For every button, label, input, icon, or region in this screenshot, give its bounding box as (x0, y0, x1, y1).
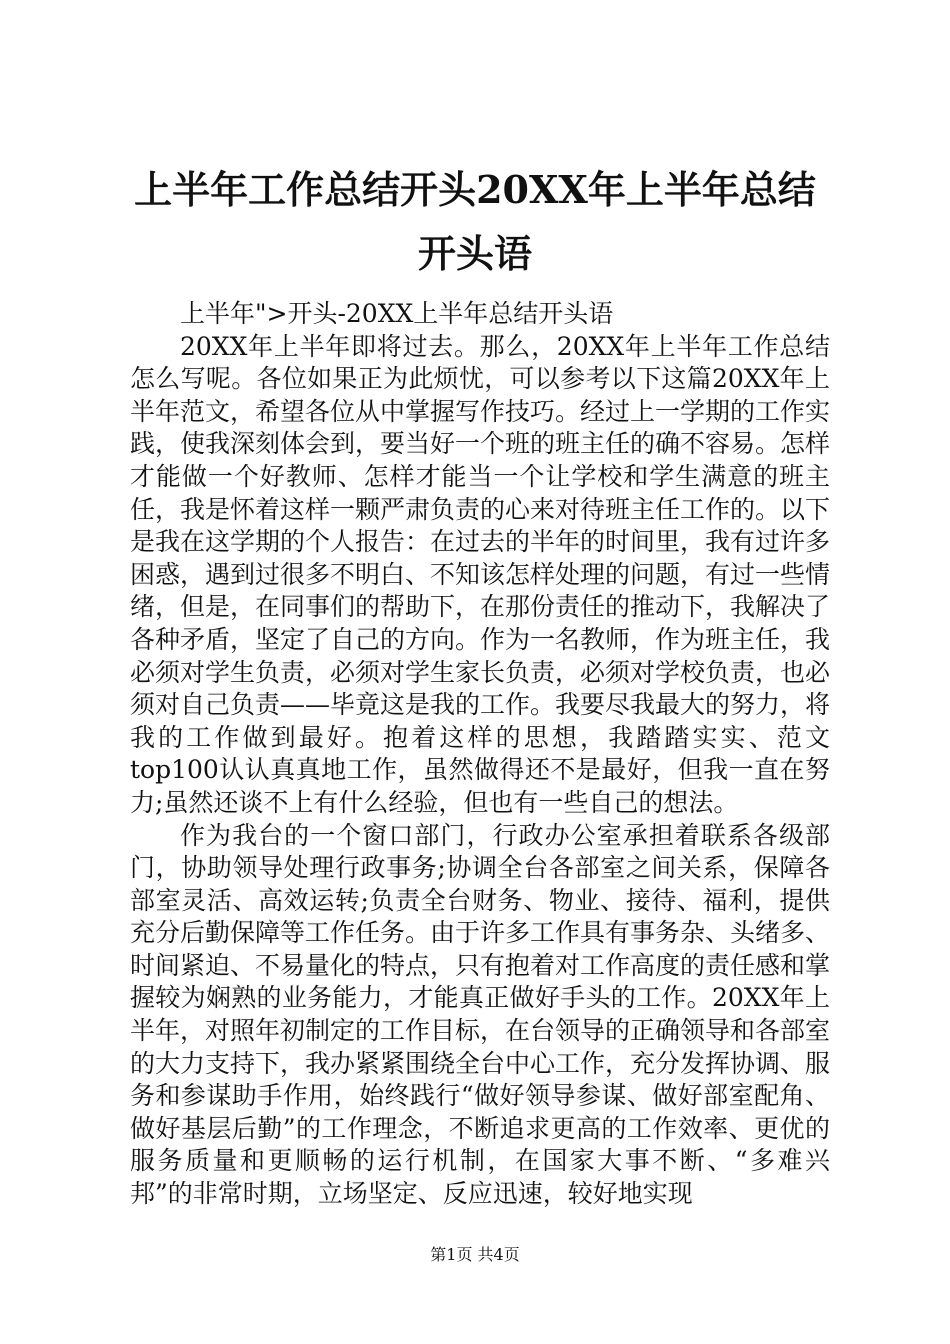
document-body (130, 298, 830, 1211)
paragraph-main: 20XX年上半年即将过去。那么，20XX年上半年工作总结怎么写呢。各位如果正为此烦忧，可以参考以下这篇20XX年上半年范文，希望各位从中掌握写作技巧。经过上一学期的工作实践，使我深刻体会到，要当好一个班的班主任的确不容易。怎样才能做一个好教师、怎样才能当一个让学校和学生满意的班主任，我是怀着这样一颗严肃负责的心来对待班主任工作的。以下是我在这学期的个人报告：在过去的半年的时间里，我有过许多困惑，遇到过很多不明白、不知该怎样处理的问题，有过一些情绪，但是，在同事们的帮助下，在那份责任的推动下，我解决了各种矛盾，坚定了自己的方向。作为一名教师，作为班主任，我必须对学生负责，必须对学生家长负责，必须对学校负责，也必须对自己负责——毕竟这是我的工作。我要尽我最大的努力，将我的工作做到最好。抱着这样的思想，我踏踏实实、范文top100认认真真地工作，虽然做得还不是最好，但我一直在努力;虽然还谈不上有什么经验，但也有一些自己的想法。 (130, 331, 831, 817)
page-number: 第1页 共4页 (430, 1245, 520, 1264)
paragraph-office: 作为我台的一个窗口部门，行政办公室承担着联系各级部门，协助领导处理行政事务;协调全台各部室之间关系，保障各部室灵活、高效运转;负责全台财务、物业、接待、福利，提供充分后勤保障等工作任务。由于许多工作具有事务杂、头绪多、时间紧迫、不易量化的特点，只有抱着对工作高度的责任感和掌握较为娴熟的业务能力，才能真正做好手头的工作。20XX年上半年，对照年初制定的工作目标，在台领导的正确领导和各部室的大力支持下，我办紧紧围绕全台中心工作，充分发挥协调、服务和参谋助手作用，始终践行“做好领导参谋、做好部室配角、做好基层后勤”的工作理念，不断追求更高的工作效率、更优的服务质量和更顺畅的运行机制，在国家大事不断、“多难兴邦”的非常时期，立场坚定、反应迅速，较好地实现 (130, 820, 831, 1209)
document-title: 上半年工作总结开头20XX年上半年总结开头语 (134, 167, 816, 276)
paragraph-intro: 上半年">开头-20XX上半年总结开头语 (180, 299, 614, 328)
